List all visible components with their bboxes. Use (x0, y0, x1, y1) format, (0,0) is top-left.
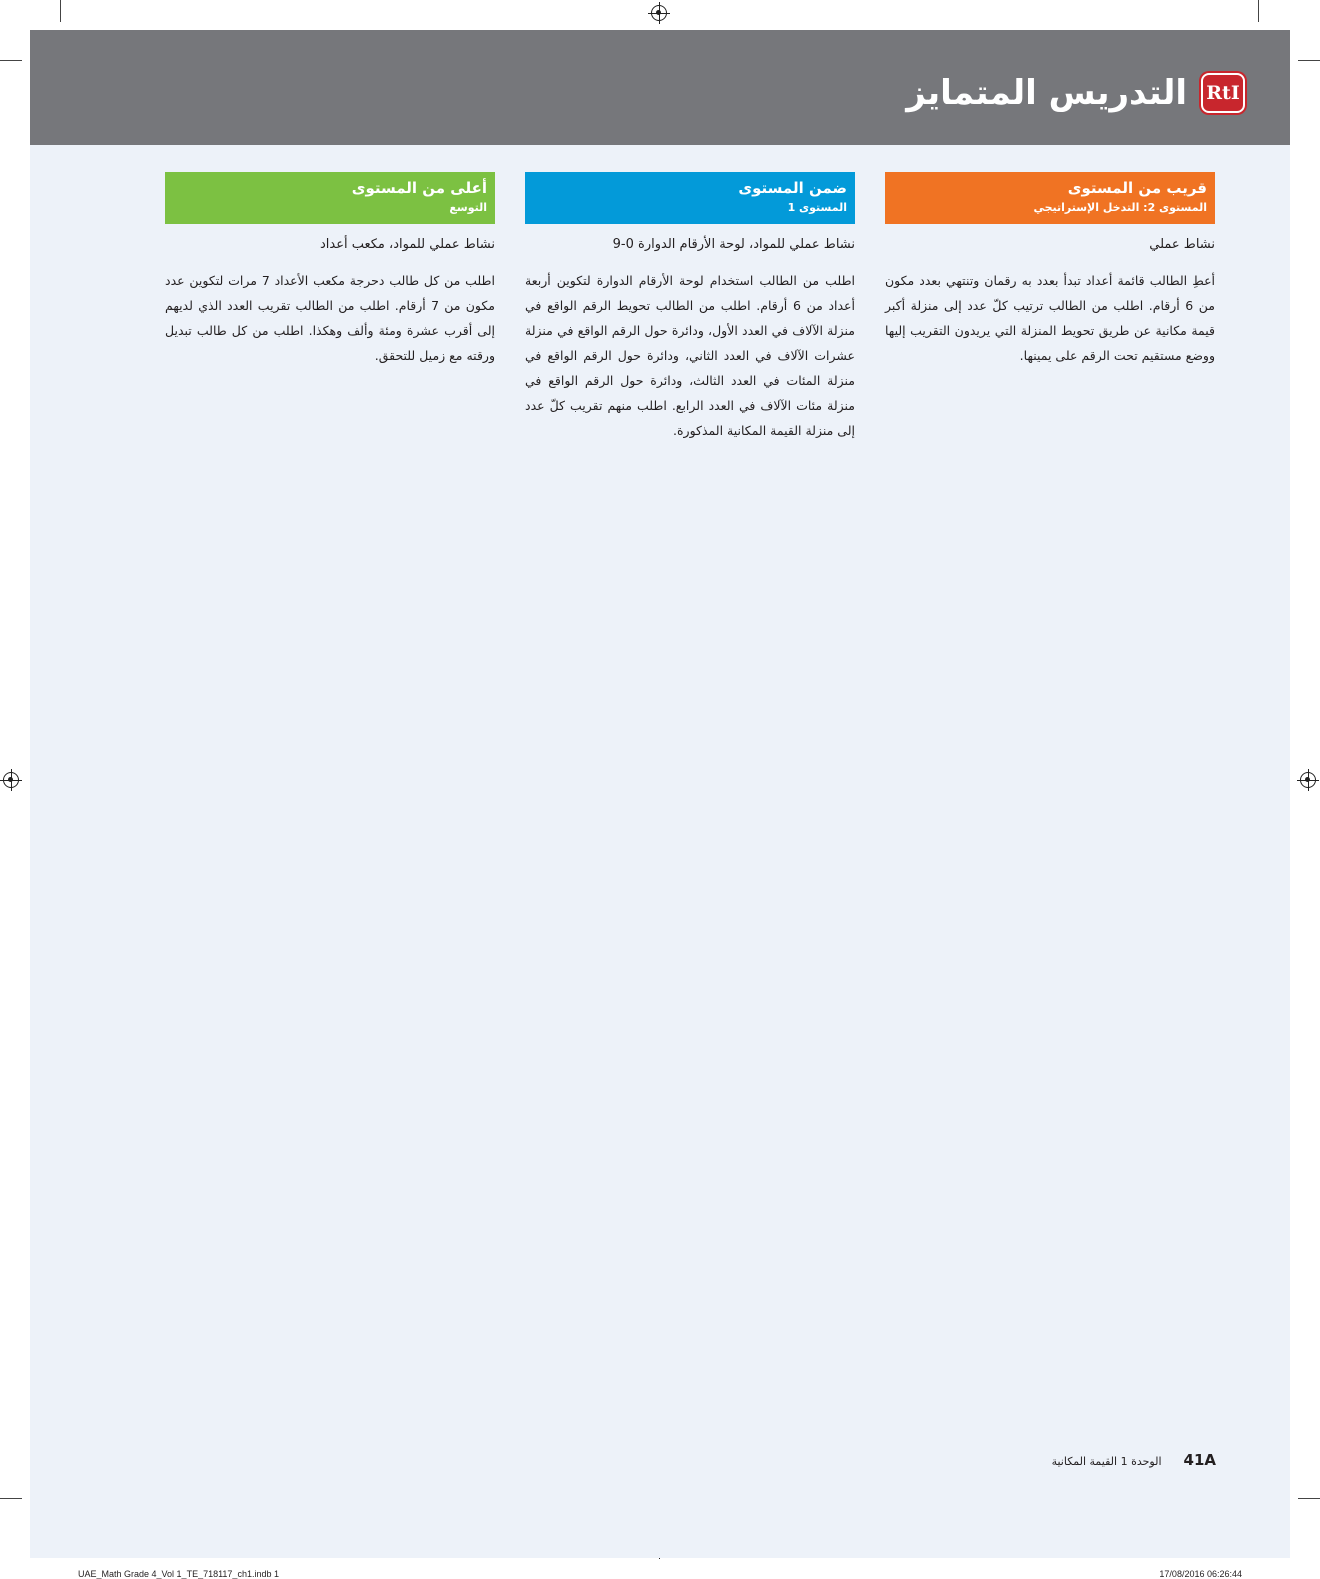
page-title: التدريس المتمايز (906, 73, 1187, 113)
column-approaching-level (885, 172, 1215, 368)
column-subtitle: المستوى 2: التدخل الإستراتيجي (1033, 201, 1207, 214)
rti-badge-icon: RtI (1201, 73, 1245, 113)
registration-mark-icon (1300, 772, 1316, 788)
crop-mark (0, 1498, 22, 1499)
column-header-bar (165, 172, 495, 224)
column-on-level (525, 172, 855, 443)
column-header-bar (525, 172, 855, 224)
page-footer (1052, 1451, 1216, 1469)
column-subtitle: التوسع (449, 201, 487, 214)
registration-mark-icon (651, 5, 667, 21)
activity-label: نشاط عملي (1149, 237, 1215, 252)
column-subtitle: المستوى 1 (787, 201, 847, 214)
slug-timestamp: 17/08/2016 06:26:44 (1159, 1569, 1242, 1579)
column-title: قريب من المستوى (1067, 179, 1207, 197)
activity-text: اطلب من كل طالب دحرجة مكعب الأعداد 7 مرات لتكوين عدد مكون من 7 أرقام. اطلب من الطالب تقريب العدد الذي لديهم إلى أقرب عشرة ومئة وألف وهكذا. اطلب من كل طالب تبديل ورقته مع زميل للتحقق. (165, 273, 495, 363)
slug-file: UAE_Math Grade 4_Vol 1_TE_718117_ch1.indb 1 (78, 1569, 279, 1579)
chapter-label: الوحدة 1 القيمة المكانية (1051, 1455, 1162, 1468)
crop-mark (60, 0, 61, 22)
crop-mark (1298, 1498, 1320, 1499)
column-title: أعلى من المستوى (351, 179, 487, 197)
registration-mark-icon (3, 772, 19, 788)
crop-mark (1298, 60, 1320, 61)
crop-mark (1258, 0, 1259, 22)
activity-label: نشاط عملي للمواد، مكعب أعداد (319, 237, 495, 252)
column-title: ضمن المستوى (738, 179, 847, 197)
crop-mark (0, 60, 22, 61)
page-number: 41A (1183, 1451, 1216, 1469)
activity-text: أعطِ الطالب قائمة أعداد تبدأ بعدد به رقمان وتنتهي بعدد مكون من 6 أرقام. اطلب من الطالب ترتيب كلّ عدد إلى منزلة أكبر قيمة مكانية عن طريق تحويط المنزلة التي يريدون التقريب إليها ووضع مستقيم تحت الرقم على يمينها. (885, 273, 1215, 363)
title-group (906, 68, 1245, 118)
activity-label: نشاط عملي للمواد، لوحة الأرقام الدوارة 0-9 (612, 237, 855, 252)
activity-text: اطلب من الطالب استخدام لوحة الأرقام الدوارة لتكوين أربعة أعداد من 6 أرقام. اطلب من الطالب تحويط الرقم الواقع في منزلة الآلاف في العدد الأول، ودائرة حول الرقم الواقع في منزلة عشرات الآلاف في العدد الثاني، ودائرة حول الرقم الواقع في منزلة المئات في العدد الثالث، ودائرة حول الرقم الواقع في منزلة مئات الآلاف في العدد الرابع. اطلب منهم تقريب كلّ عدد إلى منزلة القيمة المكانية المذكورة. (525, 273, 855, 438)
column-beyond-level (165, 172, 495, 368)
column-header-bar (885, 172, 1215, 224)
